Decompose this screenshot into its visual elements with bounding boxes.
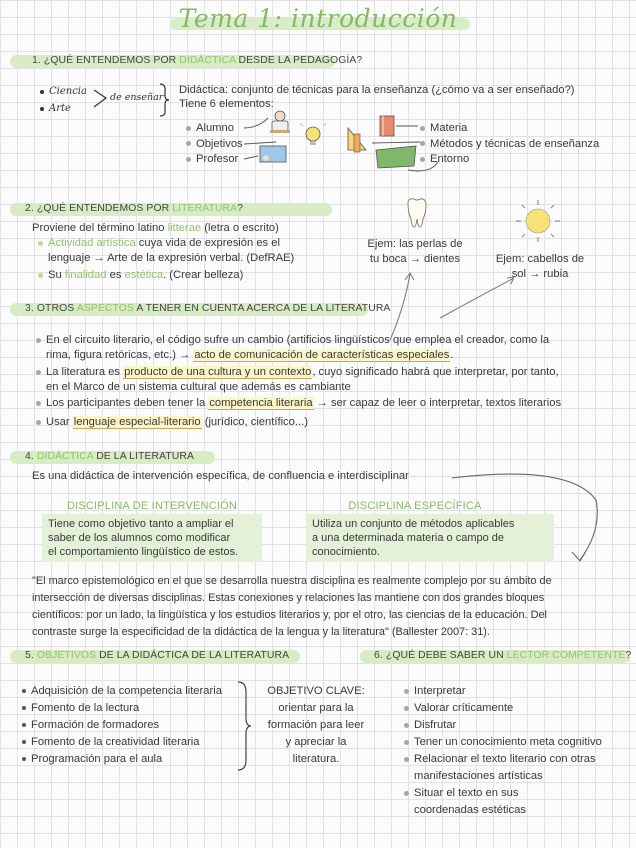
- section-2-heading: 2. ¿QUÉ ENTENDEMOS POR LITERATURA?: [25, 203, 244, 214]
- arrow-icon: [244, 142, 276, 144]
- didactica-definition: Didáctica: conjunto de técnicas para la enseñanza (¿cómo va a ser enseñado?): [179, 84, 575, 96]
- list-item: Profesor: [186, 152, 243, 168]
- list-item: Actividad artística cuya vida de expresión es el: [38, 236, 294, 251]
- disciplina-especifica-title: DISCIPLINA ESPECÍFICA: [348, 500, 482, 512]
- ballester-quote: "El marco epistemológico en el que se desarrolla nuestra disciplina es realmente complejo por su ámbito de intersección de diversas disciplinas. Estas conexiones y relaciones las mantiene con dos grandes bloques científicos: por un lado, la lingüística y los estudios literarios y, por el otro, las ciencias de la educación. Del contraste surge la especificidad de la didáctica de la lengua y la literatura" (Ballester 2007: 31).: [32, 575, 552, 638]
- ciencia-label: Ciencia: [40, 86, 87, 97]
- list-item: Fomento de la creatividad literaria: [22, 734, 222, 751]
- teacher-board-icon: [260, 146, 286, 162]
- elements-left-list: [186, 121, 243, 168]
- list-item: Materia: [420, 121, 599, 137]
- competent-reader-list: [404, 683, 602, 819]
- list-item: Alumno: [186, 121, 243, 137]
- list-item: Formación de formadores: [22, 717, 222, 734]
- list-item: Tener un conocimiento meta cognitivo: [404, 734, 602, 751]
- aspects-list: [36, 333, 561, 430]
- book-icon: [380, 116, 394, 136]
- arrow-icon: [372, 142, 420, 143]
- sun-icon: [512, 198, 564, 244]
- list-item: Situar el texto en sus: [404, 785, 602, 802]
- brace-icon: [236, 680, 252, 772]
- list-item-continuation: en el Marco de un sistema cultural que además es cambiante: [46, 381, 351, 393]
- list-item: Programación para el aula: [22, 751, 222, 768]
- brace-icon: [158, 82, 170, 118]
- chevron-right-icon: [92, 88, 110, 110]
- list-item: Métodos y técnicas de enseñanza: [420, 137, 599, 153]
- list-item: Usar lenguaje especial-literario (jurídico, científico...): [36, 415, 561, 430]
- disciplina-intervencion-box: Tiene como objetivo tanto a ampliar el saber de los alumnos como modificar el comportamiento lingüístico de estos.: [42, 514, 262, 562]
- example-1: Ejem: las perlas de tu boca → dientes: [367, 238, 463, 265]
- elements-right-list: [420, 121, 599, 168]
- list-item: Los participantes deben tener la competencia literaria → ser capaz de leer o interpretar, textos literarios: [36, 396, 561, 411]
- section-6-heading: 6. ¿QUÉ DEBE SABER UN LECTOR COMPETENTE?: [374, 650, 632, 661]
- list-item: Objetivos: [186, 137, 243, 153]
- section-4-heading: 4. DIDÁCTICA DE LA LITERATURA: [25, 451, 195, 462]
- disciplina-especifica-box: Utiliza un conjunto de métodos aplicables a una determinada materia o campo de conocimiento.: [306, 514, 554, 562]
- objetivo-clave: OBJETIVO CLAVE: orientar para la formación para leer y apreciar la literatura.: [267, 685, 365, 765]
- didactica-intro: Es una didáctica de intervención específica, de confluencia e interdisciplinar: [32, 470, 409, 482]
- list-item: La literatura es producto de una cultura y un contexto, cuyo significado habrá que interpretar, por tanto,: [36, 365, 561, 380]
- list-item: Valorar críticamente: [404, 700, 602, 717]
- section-3-heading: 3. OTROS ASPECTOS A TENER EN CUENTA ACERCA DE LA LITERATURA: [25, 303, 391, 314]
- list-item: Adquisición de la competencia literaria: [22, 683, 222, 700]
- list-item: Relacionar el texto literario con otras: [404, 751, 602, 768]
- objectives-list: [22, 683, 222, 768]
- list-item: Fomento de la lectura: [22, 700, 222, 717]
- tiene-elementos: Tiene 6 elementos:: [179, 98, 274, 110]
- example-2: Ejem: cabellos de sol → rubia: [495, 253, 585, 280]
- list-item-continuation: rima, figura retóricas, etc.) → acto de comunicación de características especiales.: [46, 349, 454, 361]
- list-item: En el circuito literario, el código sufre un cambio (artificios lingüísticos que emplea el creador, como la: [36, 333, 561, 348]
- list-item: Disfrutar: [404, 717, 602, 734]
- de-ensenar-label: de enseñar: [110, 92, 164, 103]
- list-item-continuation: lenguaje → Arte de la expresión verbal. (DefRAE): [48, 252, 295, 264]
- list-item: Su finalidad es estética. (Crear belleza): [38, 268, 294, 283]
- arrow-icon: [244, 156, 258, 159]
- arrow-icon: [244, 118, 268, 128]
- didactic-elements-illustration: [244, 108, 434, 174]
- ruler-triangle-icon: [348, 128, 366, 152]
- list-item: Entorno: [420, 152, 599, 168]
- section-1-heading: 1. ¿QUÉ ENTENDEMOS POR DIDÁCTICA DESDE LA PEDAGOGÍA?: [32, 55, 363, 66]
- student-icon: [270, 111, 290, 133]
- list-item-continuation: coordenadas estéticas: [414, 804, 526, 816]
- page-title: Tema 1: introducción: [178, 4, 458, 33]
- environment-icon: [376, 146, 416, 168]
- arte-label: Arte: [40, 103, 71, 114]
- list-item: Interpretar: [404, 683, 602, 700]
- literatura-bullets: [38, 236, 294, 283]
- literatura-origin: Proviene del término latino litterae (letra o escrito): [32, 222, 279, 234]
- lightbulb-icon: [300, 123, 326, 145]
- disciplina-intervencion-title: DISCIPLINA DE INTERVENCIÓN: [66, 500, 238, 512]
- tooth-icon: [404, 197, 430, 231]
- list-item-continuation: manifestaciones artísticas: [414, 770, 543, 782]
- section-5-heading: 5. OBJETIVOS DE LA DIDÁCTICA DE LA LITERATURA: [25, 650, 290, 661]
